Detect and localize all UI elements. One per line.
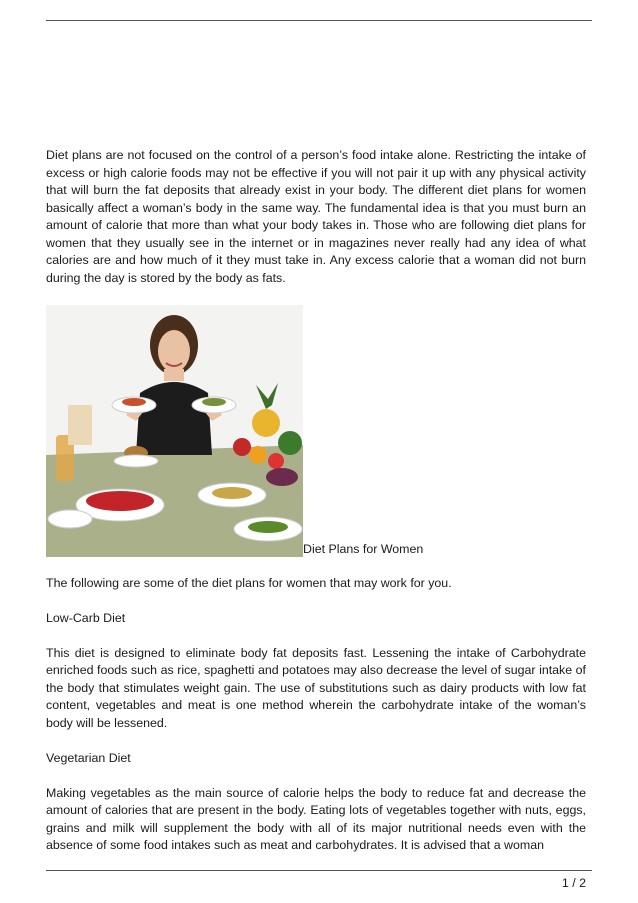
image-caption: Diet Plans for Women: [303, 542, 424, 556]
footer-rule: [46, 870, 592, 871]
figure: [46, 305, 586, 557]
section-text-low-carb: This diet is designed to eliminate body fat deposits fast. Lessening the intake of Carbohydrate enriched foods such as rice, spaghetti and potatoes may also decrease the level of sugar intake of the body that stimulates weight gain. The use of substitutions such as dairy products with low fat content, vegetables and meat is one method wherein the carbohydrate intake of the woman’s body will be lessened.: [46, 645, 586, 730]
list-intro: The following are some of the diet plans for women that may work for you.: [46, 575, 452, 590]
document-body: [46, 147, 586, 855]
section-text-vegetarian: Making vegetables as the main source of calorie helps the body to reduce fat and decrease the amount of calories that are present in the body. Eating lots of vegetables together with nuts, eggs, grains and milk will supplement the body with all of its major nutritional needs even with the absence of some food intakes such as meat and carbohydrates. It is advised that a woman: [46, 785, 586, 852]
woman-with-food-photo: [46, 305, 303, 557]
page-number: 1 / 2: [561, 876, 586, 890]
section-heading-vegetarian: Vegetarian Diet: [46, 750, 131, 765]
section-heading-low-carb: Low-Carb Diet: [46, 610, 126, 625]
header-rule: [46, 20, 592, 21]
intro-paragraph: Diet plans are not focused on the control of a person’s food intake alone. Restricting the intake of excess or high calorie foods may not be effective if you will not pair it up with any physical activity that will burn the fat deposits that already exist in your body. The different diet plans for women basically affect a woman’s body in the same way. The fundamental idea is that you must burn an amount of calorie that more than what your body takes in. Those who are following diet plans for women that they usually see in the internet or in magazines never really had any idea of what calories are and how much of it they must take in. Any excess calorie that a woman did not burn during the day is stored by the body as fats.: [46, 148, 586, 285]
